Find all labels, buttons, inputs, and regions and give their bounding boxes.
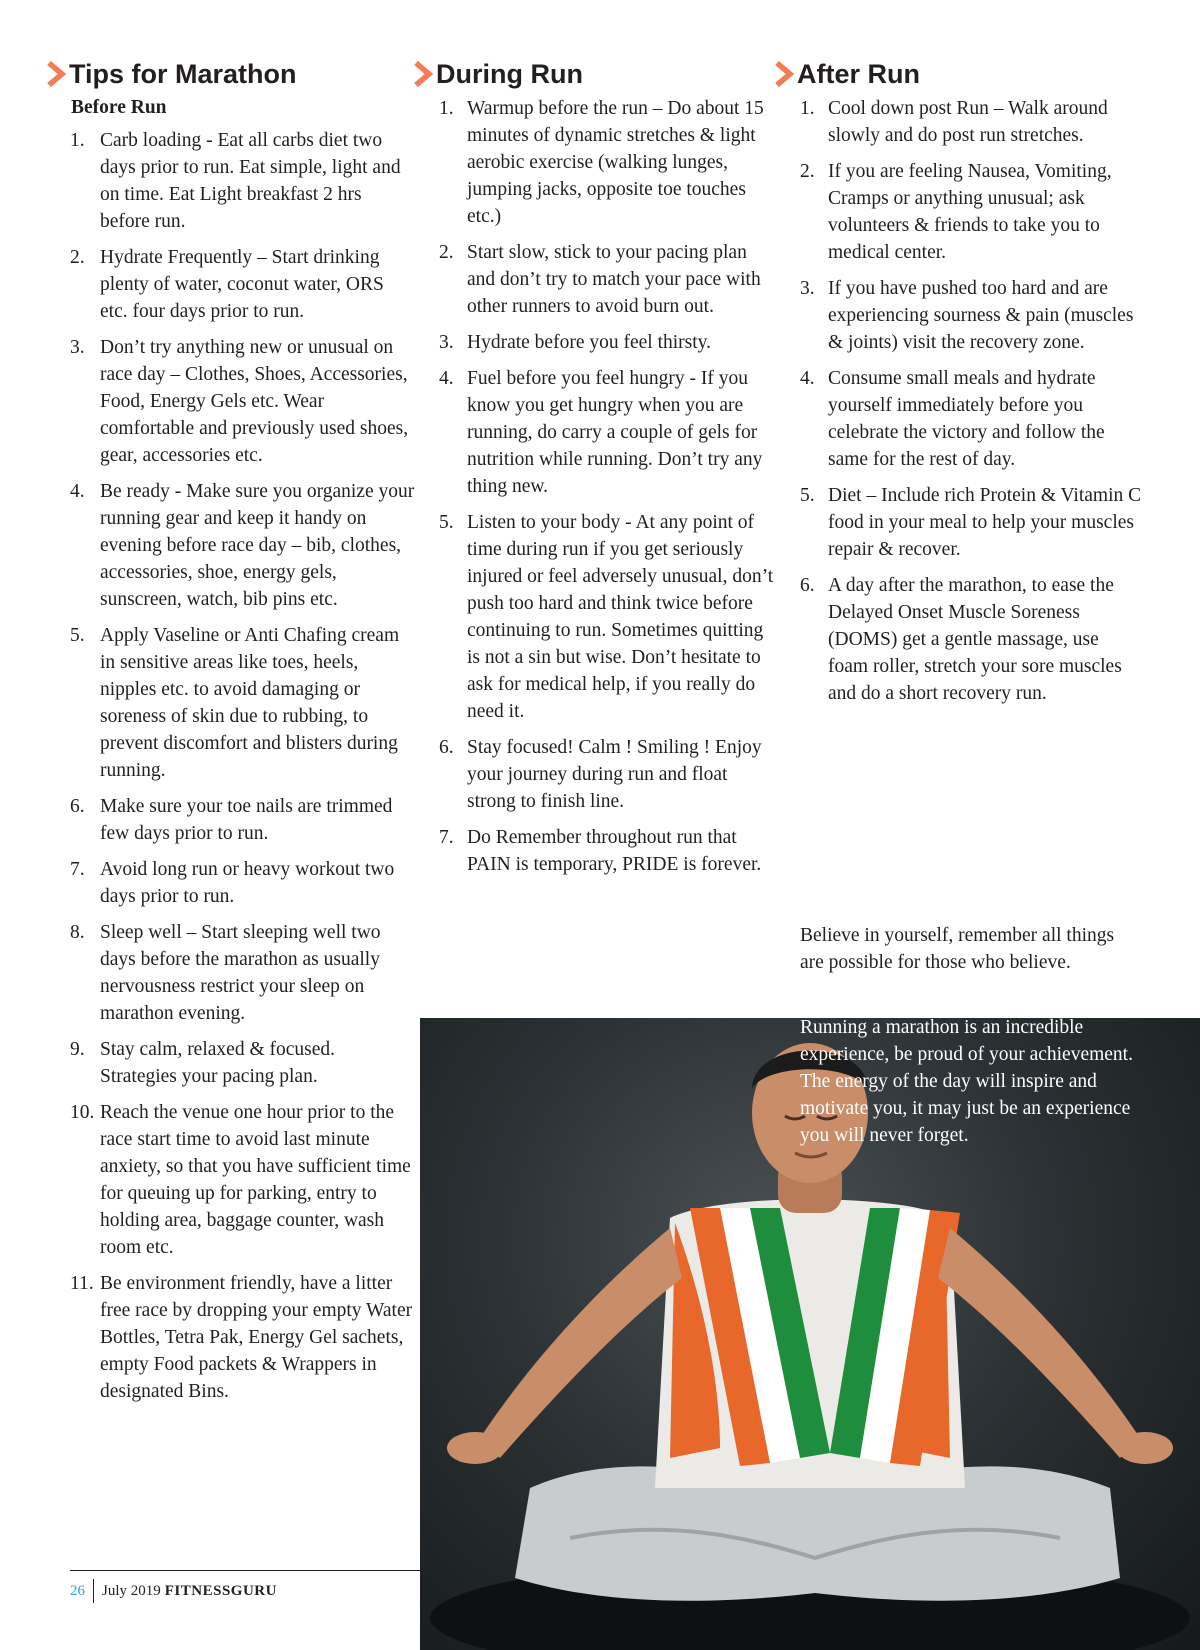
after-run-list [800,95,1143,707]
list-item: 2. Start slow, stick to your pacing plan and don’t try to match your pace with other runners to avoid burn out. [439,242,761,317]
chevron-right-icon [773,59,795,89]
footer-divider [93,1579,94,1603]
column-during-run [412,55,777,887]
list-item: 1. Carb loading - Eat all carbs diet two days prior to run. Eat simple, light and on time. Eat Light breakfast 2 hrs before run. [70,130,401,232]
list-item: 1. Warmup before the run – Do about 15 minutes of dynamic stretches & light aerobic exercise (walking lunges, jumping jacks, opposite toe touches etc.) [439,98,764,227]
section-heading-after-run: After Run [773,55,1143,93]
issue-date: July 2019 [102,1582,161,1599]
list-item: 3. If you have pushed too hard and are experiencing sourness & pain (muscles & joints) visit the recovery zone. [800,278,1134,353]
column-before-run [45,55,415,1414]
list-item: 7. Avoid long run or heavy workout two days prior to run. [70,859,395,907]
magazine-name: FITNESSGURU [164,1582,277,1599]
list-item: 2. Hydrate Frequently – Start drinking plenty of water, coconut water, ORS etc. four days prior to run. [70,247,384,322]
list-item: 6. A day after the marathon, to ease the Delayed Onset Muscle Soreness (DOMS) get a gentle massage, use foam roller, stretch your sore muscles and do a short recovery run. [800,575,1122,704]
list-item: 9. Stay calm, relaxed & focused. Strategies your pacing plan. [70,1039,335,1087]
section-heading-tips: Tips for Marathon [45,55,415,93]
list-item: 3. Don’t try anything new or unusual on race day – Clothes, Shoes, Accessories, Food, Energy Gels etc. Wear comfortable and previously used shoes, gear, accessories etc. [70,337,409,466]
list-item: 4. Fuel before you feel hungry - If you know you get hungry when you are running, do carry a couple of gels for nutrition while running. Don’t try any thing new. [439,368,763,497]
closing-paragraph-believe: Believe in yourself, remember all things are possible for those who believe. [800,925,1115,973]
chevron-right-icon [45,59,67,89]
list-item: 11. Be environment friendly, have a litter free race by dropping your empty Water Bottles, Tetra Pak, Energy Gel sachets, empty Food packets & Wrappers in designated Bins. [70,1273,413,1402]
subheading-before-run: Before Run [71,97,167,118]
list-item: 7. Do Remember throughout run that PAIN is temporary, PRIDE is forever. [439,827,762,875]
list-item: 10. Reach the venue one hour prior to the race start time to avoid last minute anxiety, so that you have sufficient time for queuing up for parking, entry to holding area, baggage counter, wash room etc. [70,1102,411,1258]
list-item: 4. Consume small meals and hydrate yourself immediately before you celebrate the victory and follow the same for the rest of day. [800,368,1105,470]
section-heading-during-run: During Run [412,55,777,93]
list-item: 8. Sleep well – Start sleeping well two days before the marathon as usually nervousness restrict your sleep on marathon evening. [70,922,381,1024]
list-item: 6. Stay focused! Calm ! Smiling ! Enjoy your journey during run and float strong to finish line. [439,737,762,812]
page-number: 26 [70,1582,85,1599]
list-item: 5. Listen to your body - At any point of time during run if you get seriously injured or feel adversely unusual, don’t push too hard and think twice before continuing to run. Sometimes quitting is not a sin but wise. Don’t hesitate to ask for medical help, if you really do need it. [439,512,774,722]
list-item: 5. Apply Vaseline or Anti Chafing cream in sensitive areas like toes, heels, nipples etc. to avoid damaging or soreness of skin due to rubbing, to prevent discomfort and blisters during running. [70,625,400,781]
list-item: 4. Be ready - Make sure you organize your running gear and keep it handy on evening before race day – bib, clothes, accessories, shoe, energy gels, sunscreen, watch, bib pins etc. [70,481,415,610]
during-run-list [439,95,777,878]
closing-paragraph-experience: Running a marathon is an incredible experience, be proud of your achievement. The energy of the day will inspire and motivate you, it may just be an experience you will never forget. [800,1017,1133,1146]
list-item: 2. If you are feeling Nausea, Vomiting, Cramps or anything unusual; ask volunteers & friends to take you to medical center. [800,161,1112,263]
before-run-list [70,127,415,1405]
list-item: 1. Cool down post Run – Walk around slowly and do post run stretches. [800,98,1108,146]
chevron-right-icon [412,59,434,89]
list-item: 3. Hydrate before you feel thirsty. [439,332,712,353]
list-item: 6. Make sure your toe nails are trimmed few days prior to run. [70,796,393,844]
column-after-run [773,55,1143,716]
list-item: 5. Diet – Include rich Protein & Vitamin C food in your meal to help your muscles repair & recover. [800,485,1142,560]
page-footer [70,1570,420,1607]
